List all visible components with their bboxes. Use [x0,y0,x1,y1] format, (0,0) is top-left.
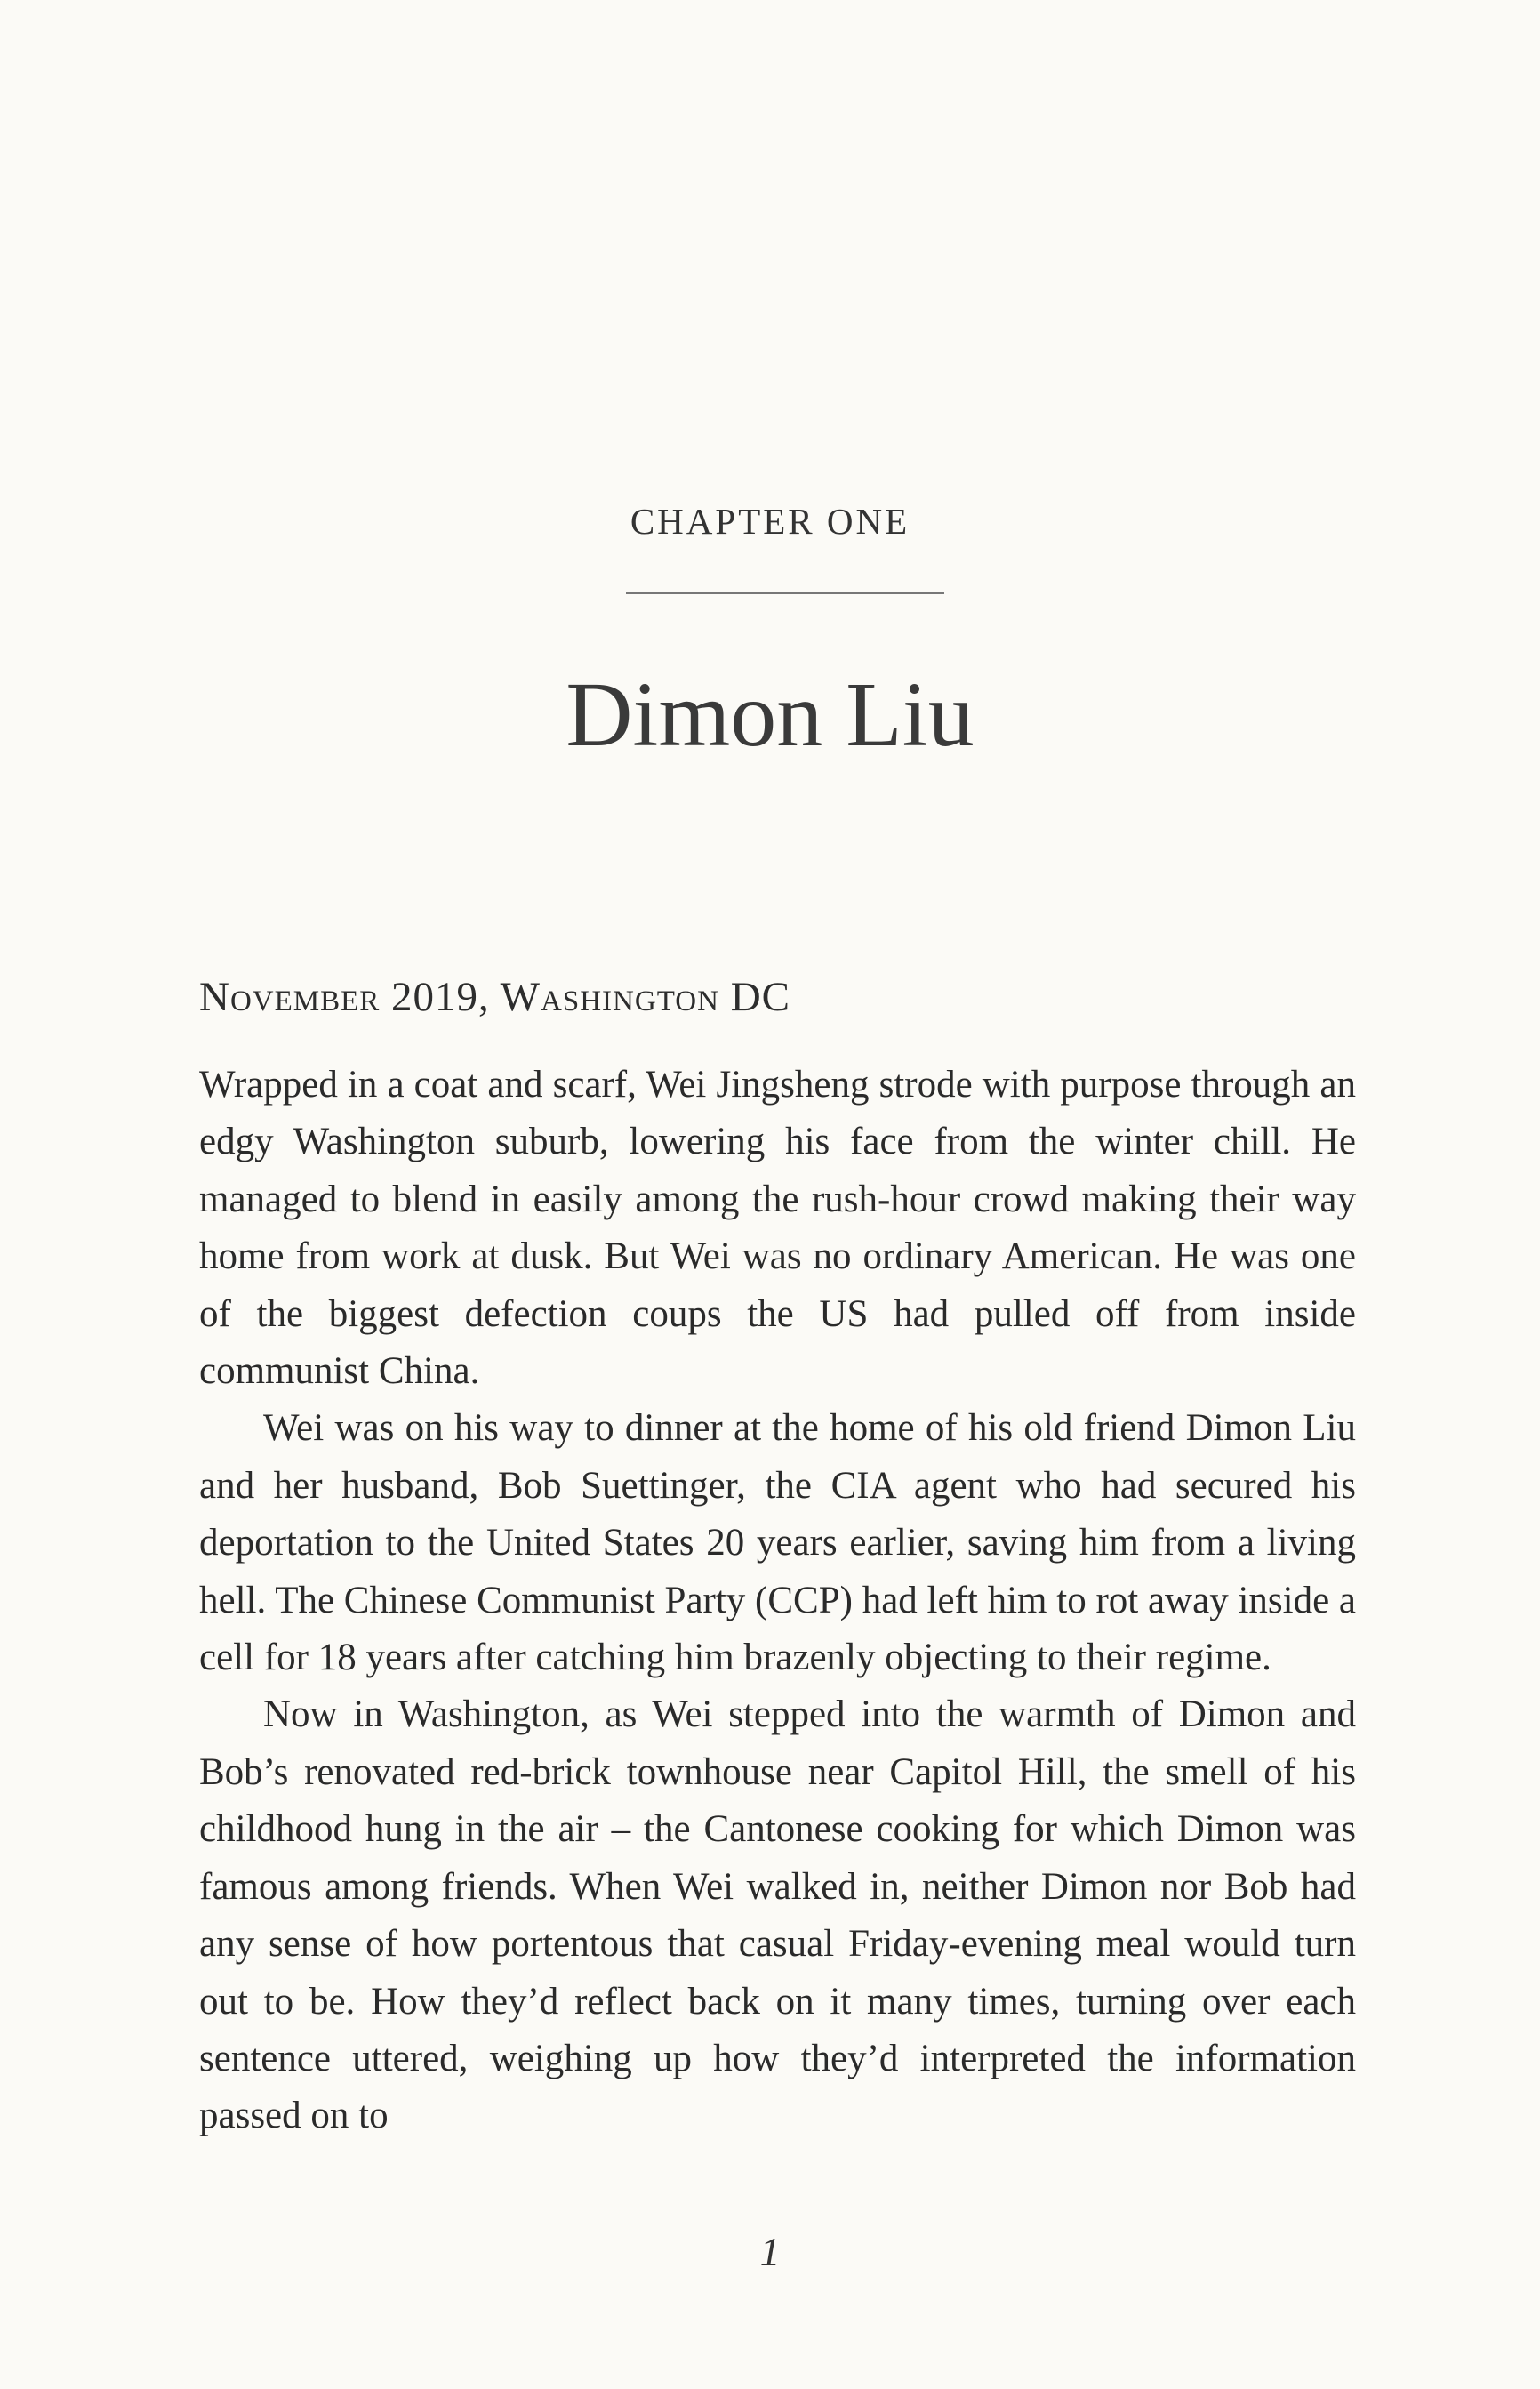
dateline: November 2019, Washington DC [199,974,790,1020]
chapter-label: CHAPTER ONE [630,501,910,542]
paragraph-3: Now in Washington, as Wei stepped into the warmth of Dimon and Bob’s renovated red-brick townhouse near Capitol Hill, the smell of his childhood hung in the air – the Cantonese cooking for which Dimon was famous among friends. When Wei walked in, neither Dimon nor Bob had any sense of how portentous that casual Friday-evening meal would turn out to be. How they’d reflect back on it many times, turning over each sentence uttered, weighing up how they’d interpreted the information passed on to [199,1693,1356,2137]
page-number: 1 [759,2230,781,2274]
paragraph-1: Wrapped in a coat and scarf, Wei Jingsheng strode with purpose through an edgy Washington suburb, lowering his face from the winter chill. He managed to blend in easily among the rush-hour crowd making their way home from work at dusk. But Wei was no ordinary American. He was one of the biggest defection coups the US had pulled off from inside communist China. [199,1064,1356,1393]
chapter-divider [626,592,944,594]
chapter-title: Dimon Liu [565,664,975,766]
body-text [199,1057,1356,2145]
paragraph-2: Wei was on his way to dinner at the home of his old friend Dimon Liu and her husband, Bob Suettinger, the CIA agent who had secured his deportation to the United States 20 years earlier, saving him from a living hell. The Chinese Communist Party (CCP) had left him to rot away inside a cell for 18 years after catching him brazenly objecting to their regime. [199,1407,1356,1679]
